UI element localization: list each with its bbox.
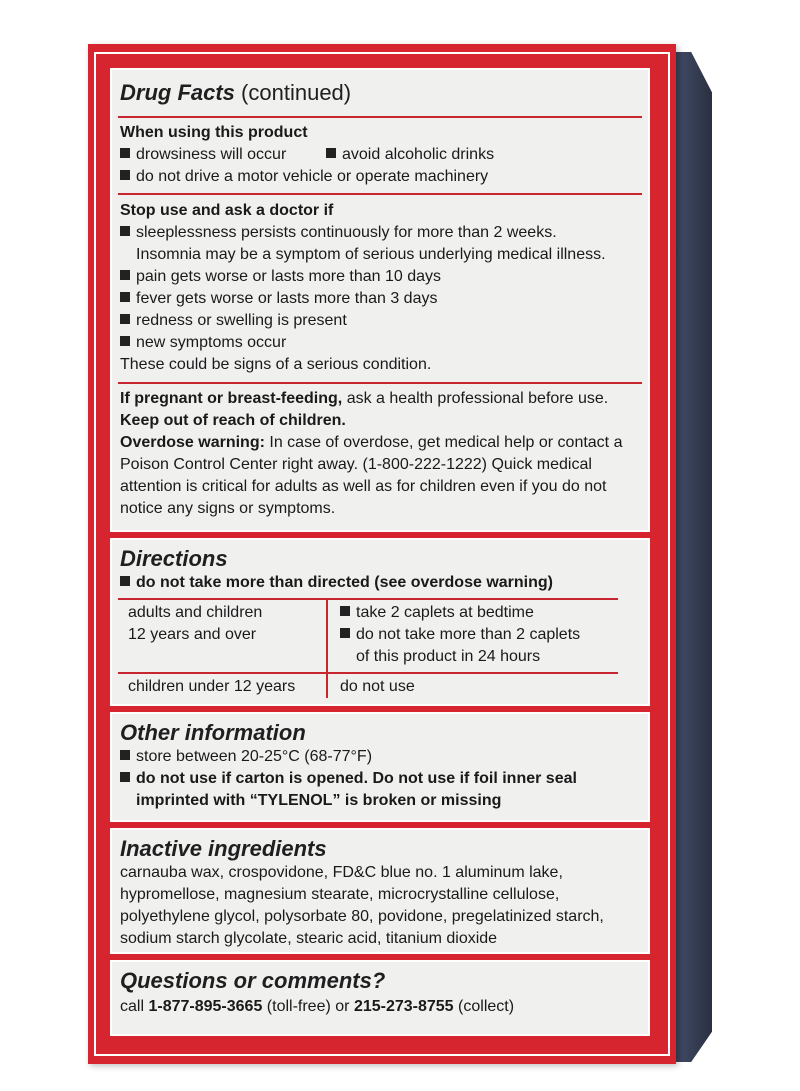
bullet-square-icon — [120, 314, 130, 324]
bullet-text: sleeplessness persists continuously for more than 2 weeks. — [136, 224, 557, 241]
bullet-square-icon — [120, 226, 130, 236]
carton-front — [88, 44, 676, 1064]
bullet-text: avoid alcoholic drinks — [342, 146, 495, 163]
table-top-rule — [118, 598, 618, 600]
tollfree-phone-number: 1-877-895-3665 — [148, 998, 263, 1015]
bullet-item — [120, 310, 347, 332]
contact-line — [120, 996, 514, 1018]
bullet-text: drowsiness will occur — [136, 146, 287, 163]
bullet-square-icon — [120, 772, 130, 782]
bullet-item — [120, 222, 557, 244]
bullet-item — [326, 144, 494, 166]
bullet-item — [120, 288, 437, 310]
questions-panel — [110, 960, 650, 1036]
directions-panel — [110, 538, 650, 706]
stop-use-heading: Stop use and ask a doctor if — [120, 202, 334, 219]
table-column-divider — [326, 598, 328, 698]
bullet-item — [120, 332, 286, 354]
stop-use-note: These could be signs of a serious condition. — [120, 356, 432, 373]
bullet-item — [120, 166, 488, 188]
ingredients-line: polyethylene glycol, polysorbate 80, povidone, pregelatinized starch, — [120, 908, 604, 925]
bullet-square-icon — [120, 750, 130, 760]
pregnant-line — [120, 388, 608, 410]
other-info-heading: Other information — [120, 720, 306, 745]
bullet-text: new symptoms occur — [136, 334, 287, 351]
bullet-square-icon — [340, 628, 350, 638]
drug-facts-title — [120, 80, 351, 106]
bullet-item — [120, 768, 577, 790]
ingredients-line: carnauba wax, crospovidone, FD&C blue no. 1 aluminum lake, — [120, 864, 563, 881]
when-using-heading: When using this product — [120, 124, 308, 141]
tollfree-label: (toll-free) or — [266, 998, 350, 1015]
bullet-square-icon — [120, 336, 130, 346]
continued-label: (continued) — [241, 80, 352, 105]
bullet-square-icon — [120, 148, 130, 158]
bullet-square-icon — [340, 606, 350, 616]
table-cell-age: children under 12 years — [128, 678, 296, 695]
bullet-square-icon — [120, 270, 130, 280]
section-divider — [118, 193, 642, 195]
table-cell-dose: of this product in 24 hours — [356, 648, 541, 665]
table-cell-dose — [340, 602, 534, 624]
bullet-text: redness or swelling is present — [136, 312, 347, 329]
bullet-text: store between 20-25°C (68-77°F) — [136, 748, 373, 765]
overdose-line — [120, 432, 622, 454]
bullet-continuation: imprinted with “TYLENOL” is broken or missing — [136, 792, 502, 809]
section-divider — [118, 382, 642, 384]
bullet-continuation: Insomnia may be a symptom of serious underlying medical illness. — [136, 246, 606, 263]
call-label: call — [120, 998, 145, 1015]
section-divider — [118, 116, 642, 118]
dose-text: do not take more than 2 caplets — [356, 626, 581, 643]
inactive-ingredients-panel — [110, 828, 650, 954]
keep-out-warning: Keep out of reach of children. — [120, 412, 346, 429]
directions-warning-text: do not take more than directed (see overdose warning) — [136, 574, 553, 591]
table-cell-dose: do not use — [340, 678, 415, 695]
dose-text: take 2 caplets at bedtime — [356, 604, 534, 621]
table-cell-dose — [340, 624, 580, 646]
table-cell-age: 12 years and over — [128, 626, 257, 643]
overdose-label: Overdose warning: — [120, 434, 265, 451]
bullet-text: pain gets worse or lasts more than 10 days — [136, 268, 442, 285]
collect-label: (collect) — [458, 998, 515, 1015]
questions-heading: Questions or comments? — [120, 968, 386, 993]
bullet-item — [120, 266, 441, 288]
bullet-text: do not use if carton is opened. Do not use if foil inner seal — [136, 770, 577, 787]
ingredients-line: sodium starch glycolate, stearic acid, titanium dioxide — [120, 930, 498, 947]
overdose-text: In case of overdose, get medical help or contact a — [269, 434, 623, 451]
bullet-item — [120, 746, 372, 768]
overdose-text: attention is critical for adults as well as for children even if you do not — [120, 478, 607, 495]
bullet-item — [120, 144, 286, 166]
bullet-square-icon — [120, 170, 130, 180]
bullet-text: fever gets worse or lasts more than 3 days — [136, 290, 438, 307]
bullet-text: do not drive a motor vehicle or operate machinery — [136, 168, 489, 185]
overdose-text: Poison Control Center right away. (1-800-222-1222) Quick medical — [120, 456, 592, 473]
collect-phone-number: 215-273-8755 — [353, 998, 454, 1015]
bullet-square-icon — [326, 148, 336, 158]
directions-heading: Directions — [120, 546, 228, 571]
pregnant-label: If pregnant or breast-feeding, — [120, 390, 343, 407]
table-row-rule — [118, 672, 618, 674]
directions-warning — [120, 572, 553, 594]
table-cell-age: adults and children — [128, 604, 263, 621]
other-information-panel — [110, 712, 650, 822]
drug-facts-title-text: Drug Facts — [120, 80, 235, 105]
bullet-square-icon — [120, 576, 130, 586]
inactive-heading: Inactive ingredients — [120, 836, 327, 861]
drug-facts-panel — [110, 68, 650, 532]
overdose-text: notice any signs or symptoms. — [120, 500, 336, 517]
bullet-square-icon — [120, 292, 130, 302]
ingredients-line: hypromellose, magnesium stearate, microcrystalline cellulose, — [120, 886, 560, 903]
pregnant-text: ask a health professional before use. — [346, 390, 609, 407]
